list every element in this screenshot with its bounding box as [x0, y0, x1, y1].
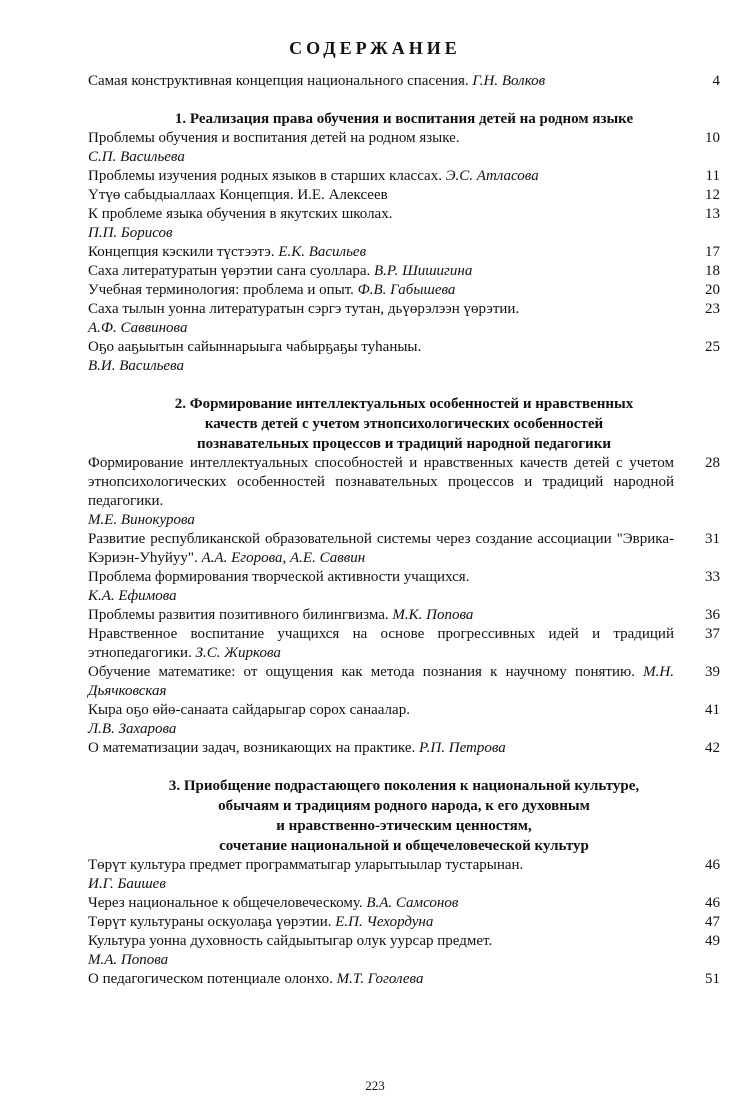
toc-entry: Концепция кэскили түстээтэ. Е.К. Васильев 17 — [88, 244, 720, 260]
toc-entry: Проблема формирования творческой активности учащихся. К.А. Ефимова 33 — [88, 569, 720, 604]
toc-entry: Саха литературатын үөрэтии саҥа суоллара. В.Р. Шишигина 18 — [88, 263, 720, 279]
section-heading-2: 2. Формирование интеллектуальных особенностей и нравственных качеств детей с учетом этнопсихологических особенностей познавательных процессов и традиций народной педагогики — [174, 396, 634, 452]
toc-entry: Учебная терминология: проблема и опыт. Ф.В. Габышева 20 — [88, 282, 720, 298]
toc-entry: Төрүт культураны оскуолаҕа үөрэтии. Е.П. Чехордуна 47 — [88, 914, 720, 930]
entry-text: Самая конструктивная концепция национального спасения. — [88, 73, 469, 89]
entry-author: Г.Н. Волков — [472, 73, 546, 89]
toc-entry: Оҕо ааҕыытын сайыннарыыга чабырҕаҕы туһаныы. В.И. Васильева 25 — [88, 339, 720, 374]
toc-entry: Төрүт культура предмет программатыгар уларытыылар тустарынан. И.Г. Баишев 46 — [88, 857, 720, 892]
toc-entry: Развитие республиканской образовательной системы через создание ассоциации "Эврика-Кэриэн-Уһуйуу". А.А. Егорова, А.Е. Саввин 31 — [88, 531, 720, 566]
entry-page: 4 — [712, 73, 720, 89]
toc-entry: Проблемы обучения и воспитания детей на родном языке. С.П. Васильева 10 — [88, 130, 720, 165]
toc-entry: Проблемы развития позитивного билингвизма. М.К. Попова 36 — [88, 607, 720, 623]
toc-entry: Нравственное воспитание учащихся на основе прогрессивных идей и традиций этнопедагогики. З.С. Жиркова 37 — [88, 626, 720, 661]
section-heading-1: 1. Реализация права обучения и воспитания детей на родном языке — [174, 111, 634, 127]
page-number: 223 — [365, 1078, 385, 1093]
toc-entry-intro — [88, 72, 720, 91]
toc-entry: Үтүө сабыдыаллаах Концепция. И.Е. Алексеев 12 — [88, 187, 720, 203]
table-of-contents — [88, 72, 720, 989]
toc-entry: Саха тылын уонна литературатын сэргэ тутан, дьүөрэлээн үөрэтии. А.Ф. Саввинова 23 — [88, 301, 720, 336]
toc-entry: Формирование интеллектуальных способностей и нравственных качеств детей с учетом этнопсихологических особенностей познавательных процессов и традиций народной педагогики. М.Е. Винокурова 28 — [88, 455, 720, 528]
section-heading-3: 3. Приобщение подрастающего поколения к национальной культуре, обычаям и традициям родного народа, к его духовным и нравственно-этическим ценностям, сочетание национальной и общечеловеческой культур — [168, 778, 640, 854]
toc-entry: К проблеме языка обучения в якутских школах. П.П. Борисов 13 — [88, 206, 720, 241]
toc-entry: Кыра оҕо өйө-санаата сайдарыгар сорох санаалар. Л.В. Захарова 41 — [88, 702, 720, 737]
page-title: СОДЕРЖАНИЕ — [289, 38, 461, 58]
toc-entry: О педагогическом потенциале олонхо. М.Т. Гоголева 51 — [88, 971, 720, 987]
toc-entry: Обучение математике: от ощущения как метода познания к научному понятию. М.Н. Дьячковская 39 — [88, 664, 720, 699]
toc-entry: Культура уонна духовность сайдыытыгар олук уурсар предмет. М.А. Попова 49 — [88, 933, 720, 968]
toc-entry: О математизации задач, возникающих на практике. Р.П. Петрова 42 — [88, 740, 720, 756]
toc-entry: Проблемы изучения родных языков в старших классах. Э.С. Атласова 11 — [88, 168, 720, 184]
toc-entry: Через национальное к общечеловеческому. В.А. Самсонов 46 — [88, 895, 720, 911]
